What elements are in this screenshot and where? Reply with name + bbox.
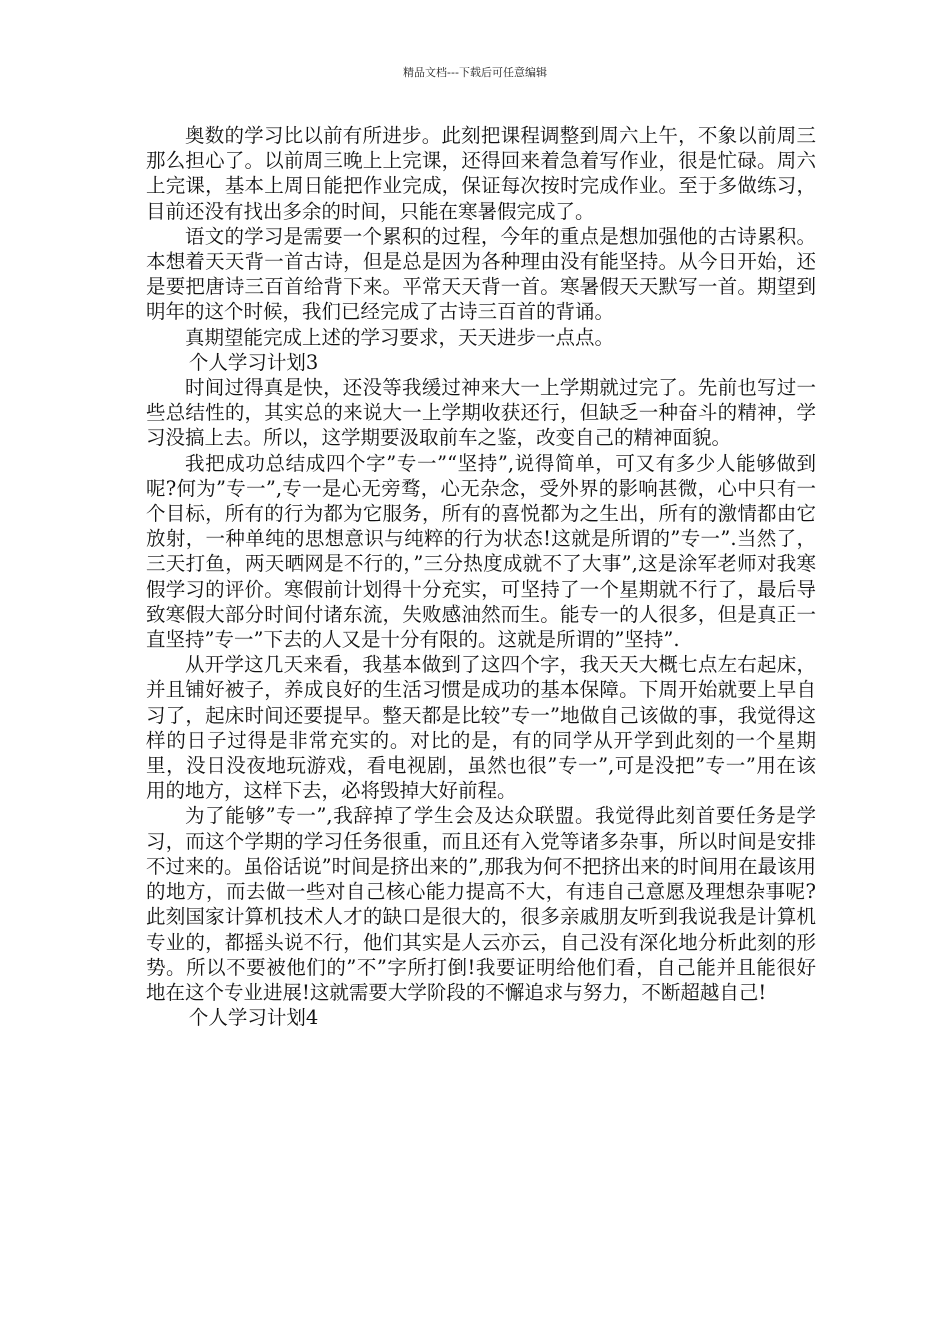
page-header: 精品文档---下载后可任意编辑 [403,66,547,79]
paragraph-olympiad-math: 奥数的学习比以前有所进步。此刻把课程调整到周六上午，不象以前周三那么担心了。以前周三晚上上完课，还得回来着急着写作业，很是忙碌。周六上完课，基本上周日能把作业完成，保证每次按时完成作业。至于多做练习，目前还没有找出多余的时间，只能在寒暑假完成了。 [146,124,816,223]
paragraph-focus-and-persistence: 我把成功总结成四个字”专一”“坚持”,说得简单，可又有多少人能够做到呢?何为”专一”,专一是心无旁骛，心无杂念，受外界的影响甚微，心中只有一个目标，所有的行为都为它服务，所有的喜悦都为之生出，所有的激情都由它放射，一种单纯的思想意识与纯粹的行为状态!这就是所谓的”专一”.当然了，三天打鱼，两天晒网是不行的，”三分热度成就不了大事”,这是涂军老师对我寒假学习的评价。寒假前计划得十分充实，可坚持了一个星期就不行了，最后导致寒假大部分时间付诸东流，失败感油然而生。能专一的人很多，但是真正一直坚持”专一”下去的人又是十分有限的。这就是所谓的”坚持”. [146,451,816,652]
document-body [146,123,816,1030]
paragraph-chinese-poetry: 语文的学习是需要一个累积的过程，今年的重点是想加强他的古诗累积。本想着天天背一首古诗，但是总是因为各种理由没有能坚持。从今日开始，还是要把唐诗三百首给背下来。平常天天背一首。寒暑假天天默写一首。期望到明年的这个时候，我们已经完成了古诗三百首的背诵。 [146,224,816,324]
paragraph-quit-student-union: 为了能够”专一”,我辞掉了学生会及达众联盟。我觉得此刻首要任务是学习，而这个学期的学习任务很重，而且还有入党等诸多杂事，所以时间是安排不过来的。虽俗话说”时间是挤出来的”,那我为何不把挤出来的时间用在最该用的地方，而去做一些对自己核心能力提高不大，有违自己意愿及理想杂事呢?此刻国家计算机技术人才的缺口是很大的，很多亲戚朋友听到我说我是计算机专业的，都摇头说不行，他们其实是人云亦云，自己没有深化地分析此刻的形势。所以不要被他们的”不”字所打倒!我要证明给他们看，自己能并且能很好地在这个专业进展!这就需要大学阶段的不懈追求与努力，不断超越自己! [146,804,816,1004]
section-heading-plan-3: 个人学习计划3 [188,350,319,374]
section-heading-plan-4: 个人学习计划4 [188,1006,319,1030]
paragraph-first-days: 从开学这几天来看，我基本做到了这四个字，我天天大概七点左右起床，并且铺好被子，养成良好的生活习惯是成功的基本保障。下周开始就要上早自习了，起床时间还要提早。整天都是比较”专一”地做自己该做的事，我觉得这样的日子过得是非常充实的。对比的是，有的同学从开学到此刻的一个星期里，没日没夜地玩游戏，看电视剧，虽然也很”专一”,可是没把”专一”用在该用的地方，这样下去，必将毁掉大好前程。 [146,653,816,803]
paragraph-daily-progress: 真期望能完成上述的学习要求，天天进步一点点。 [185,325,615,349]
paragraph-time-flies: 时间过得真是快，还没等我缓过神来大一上学期就过完了。先前也写过一些总结性的，其实总的来说大一上学期收获还行，但缺乏一种奋斗的精神，学习没搞上去。所以，这学期要汲取前车之鉴，改变自己的精神面貌。 [146,376,816,450]
